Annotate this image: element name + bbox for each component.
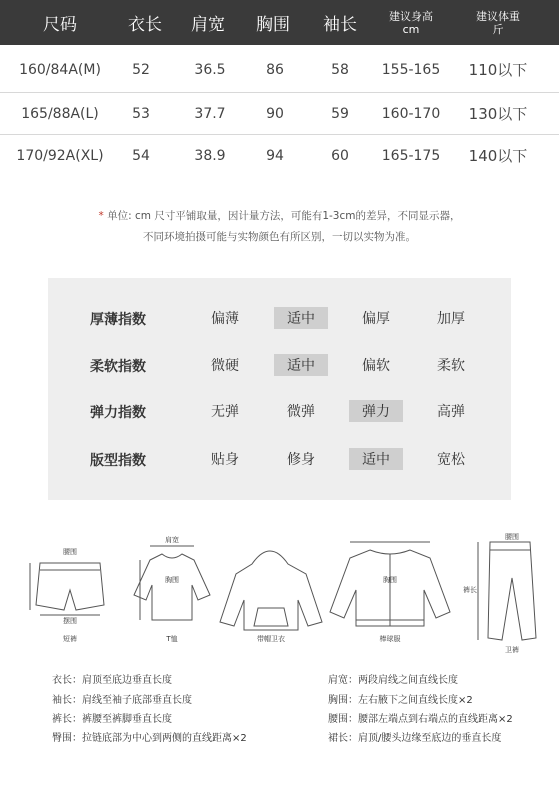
cell-shoulder: 36.5: [194, 61, 226, 78]
index-option: 加厚: [437, 311, 465, 327]
note-star: *: [98, 210, 104, 222]
index-option: 微弹: [287, 404, 315, 420]
label-jacket: 棒球服: [379, 635, 401, 643]
label-pants: 卫裤: [505, 646, 519, 654]
index-option: 无弹: [211, 404, 239, 420]
index-option: 修身: [287, 452, 315, 468]
index-option: 宽松: [437, 452, 465, 468]
header-size: 尺码: [43, 15, 77, 35]
header-sleeve: 袖长: [323, 15, 357, 35]
cell-length: 52: [132, 61, 150, 78]
cell-shoulder: 38.9: [194, 147, 226, 164]
index-label: 柔软指数: [90, 359, 146, 375]
label-jacket-chest: 胸围: [383, 576, 397, 584]
cell-weight: 110以下: [468, 61, 528, 79]
legend-right-0: 肩宽：两段肩线之间直线长度: [328, 675, 458, 686]
header-weight-line2: 斤: [492, 22, 504, 36]
cell-length: 54: [132, 147, 150, 164]
header-length: 衣长: [128, 15, 162, 35]
table-row: [0, 134, 559, 177]
cell-height: 155-165: [381, 61, 441, 78]
cell-chest: 90: [266, 105, 284, 122]
pants-drawing: [478, 542, 536, 640]
label-pants-length: 裤长: [463, 586, 477, 594]
size-table-header: [0, 0, 559, 45]
fabric-index-panel: [48, 278, 511, 500]
label-waist: 腰围: [63, 548, 77, 556]
measurement-note-line1: [0, 208, 559, 223]
index-option-selected: 弹力: [349, 400, 403, 422]
index-option: 高弹: [437, 404, 465, 420]
header-height-line2: cm: [402, 22, 420, 36]
header-chest: 胸围: [256, 15, 290, 35]
jacket-drawing: [330, 542, 450, 626]
legend-left-2: 裤长：裤腰至裤脚垂直长度: [52, 714, 172, 725]
index-option: 偏厚: [362, 311, 390, 327]
index-option: 柔软: [437, 358, 465, 374]
index-option-selected: 适中: [274, 307, 328, 329]
legend-left-0: 衣长：肩顶至底边垂直长度: [52, 675, 172, 686]
cell-length: 53: [132, 105, 150, 122]
cell-weight: 140以下: [468, 147, 528, 165]
index-option: 贴身: [211, 452, 239, 468]
hoodie-drawing: [220, 551, 322, 630]
index-option: 微硬: [211, 358, 239, 374]
legend-right-2: 腰围：腰部左端点到右端点的直线距离×2: [328, 714, 513, 725]
cell-shoulder: 37.7: [194, 105, 226, 122]
index-label: 弹力指数: [90, 405, 146, 421]
label-pants-waist: 腰围: [505, 533, 519, 541]
note-text-1: 单位: cm 尺寸平铺取量，因计量方法，可能有1-3cm的差异，不同显示器，: [107, 210, 461, 222]
label-tshirt: T恤: [166, 635, 178, 643]
measurement-note-line2: 不同环境拍摄可能与实物颜色有所区别，一切以实物为准。: [143, 231, 416, 243]
cell-weight: 130以下: [468, 105, 528, 123]
index-option-selected: 适中: [349, 448, 403, 470]
label-shoulder: 肩宽: [165, 536, 179, 544]
legend-right-1: 胸围：左右腋下之间直线长度×2: [328, 695, 473, 706]
shorts-drawing: [30, 563, 104, 615]
cell-size: 160/84A(M): [19, 61, 101, 78]
cell-size: 170/92A(XL): [16, 147, 104, 164]
index-label: 厚薄指数: [90, 312, 146, 328]
index-option-selected: 适中: [274, 354, 328, 376]
table-row: [0, 48, 559, 91]
garment-measure-diagrams: [0, 530, 559, 660]
index-option: 偏薄: [211, 311, 239, 327]
cell-chest: 86: [266, 61, 284, 78]
cell-height: 165-175: [381, 147, 441, 164]
header-height: [378, 0, 444, 45]
cell-sleeve: 58: [331, 61, 349, 78]
label-shorts: 短裤: [63, 635, 77, 643]
header-weight-line1: 建议体重: [476, 9, 520, 23]
cell-height: 160-170: [381, 105, 441, 122]
cell-sleeve: 60: [331, 147, 349, 164]
legend-left-1: 袖长：肩线至袖子底部垂直长度: [52, 695, 192, 706]
label-hem: 摆围: [63, 617, 77, 625]
cell-chest: 94: [266, 147, 284, 164]
header-height-line1: 建议身高: [389, 9, 433, 23]
table-row: [0, 92, 559, 135]
cell-sleeve: 59: [331, 105, 349, 122]
index-option: 偏软: [362, 358, 390, 374]
label-hoodie: 带帽卫衣: [257, 635, 285, 643]
legend-right-3: 裙长：肩顶/腰头边缘至底边的垂直长度: [328, 733, 502, 744]
header-shoulder: 肩宽: [191, 15, 225, 35]
header-weight: [462, 0, 534, 45]
cell-size: 165/88A(L): [21, 105, 99, 122]
legend-left-3: 臀围：拉链底部为中心到两侧的直线距离×2: [52, 733, 247, 744]
index-label: 版型指数: [90, 453, 146, 469]
label-chest: 胸围: [165, 576, 179, 584]
